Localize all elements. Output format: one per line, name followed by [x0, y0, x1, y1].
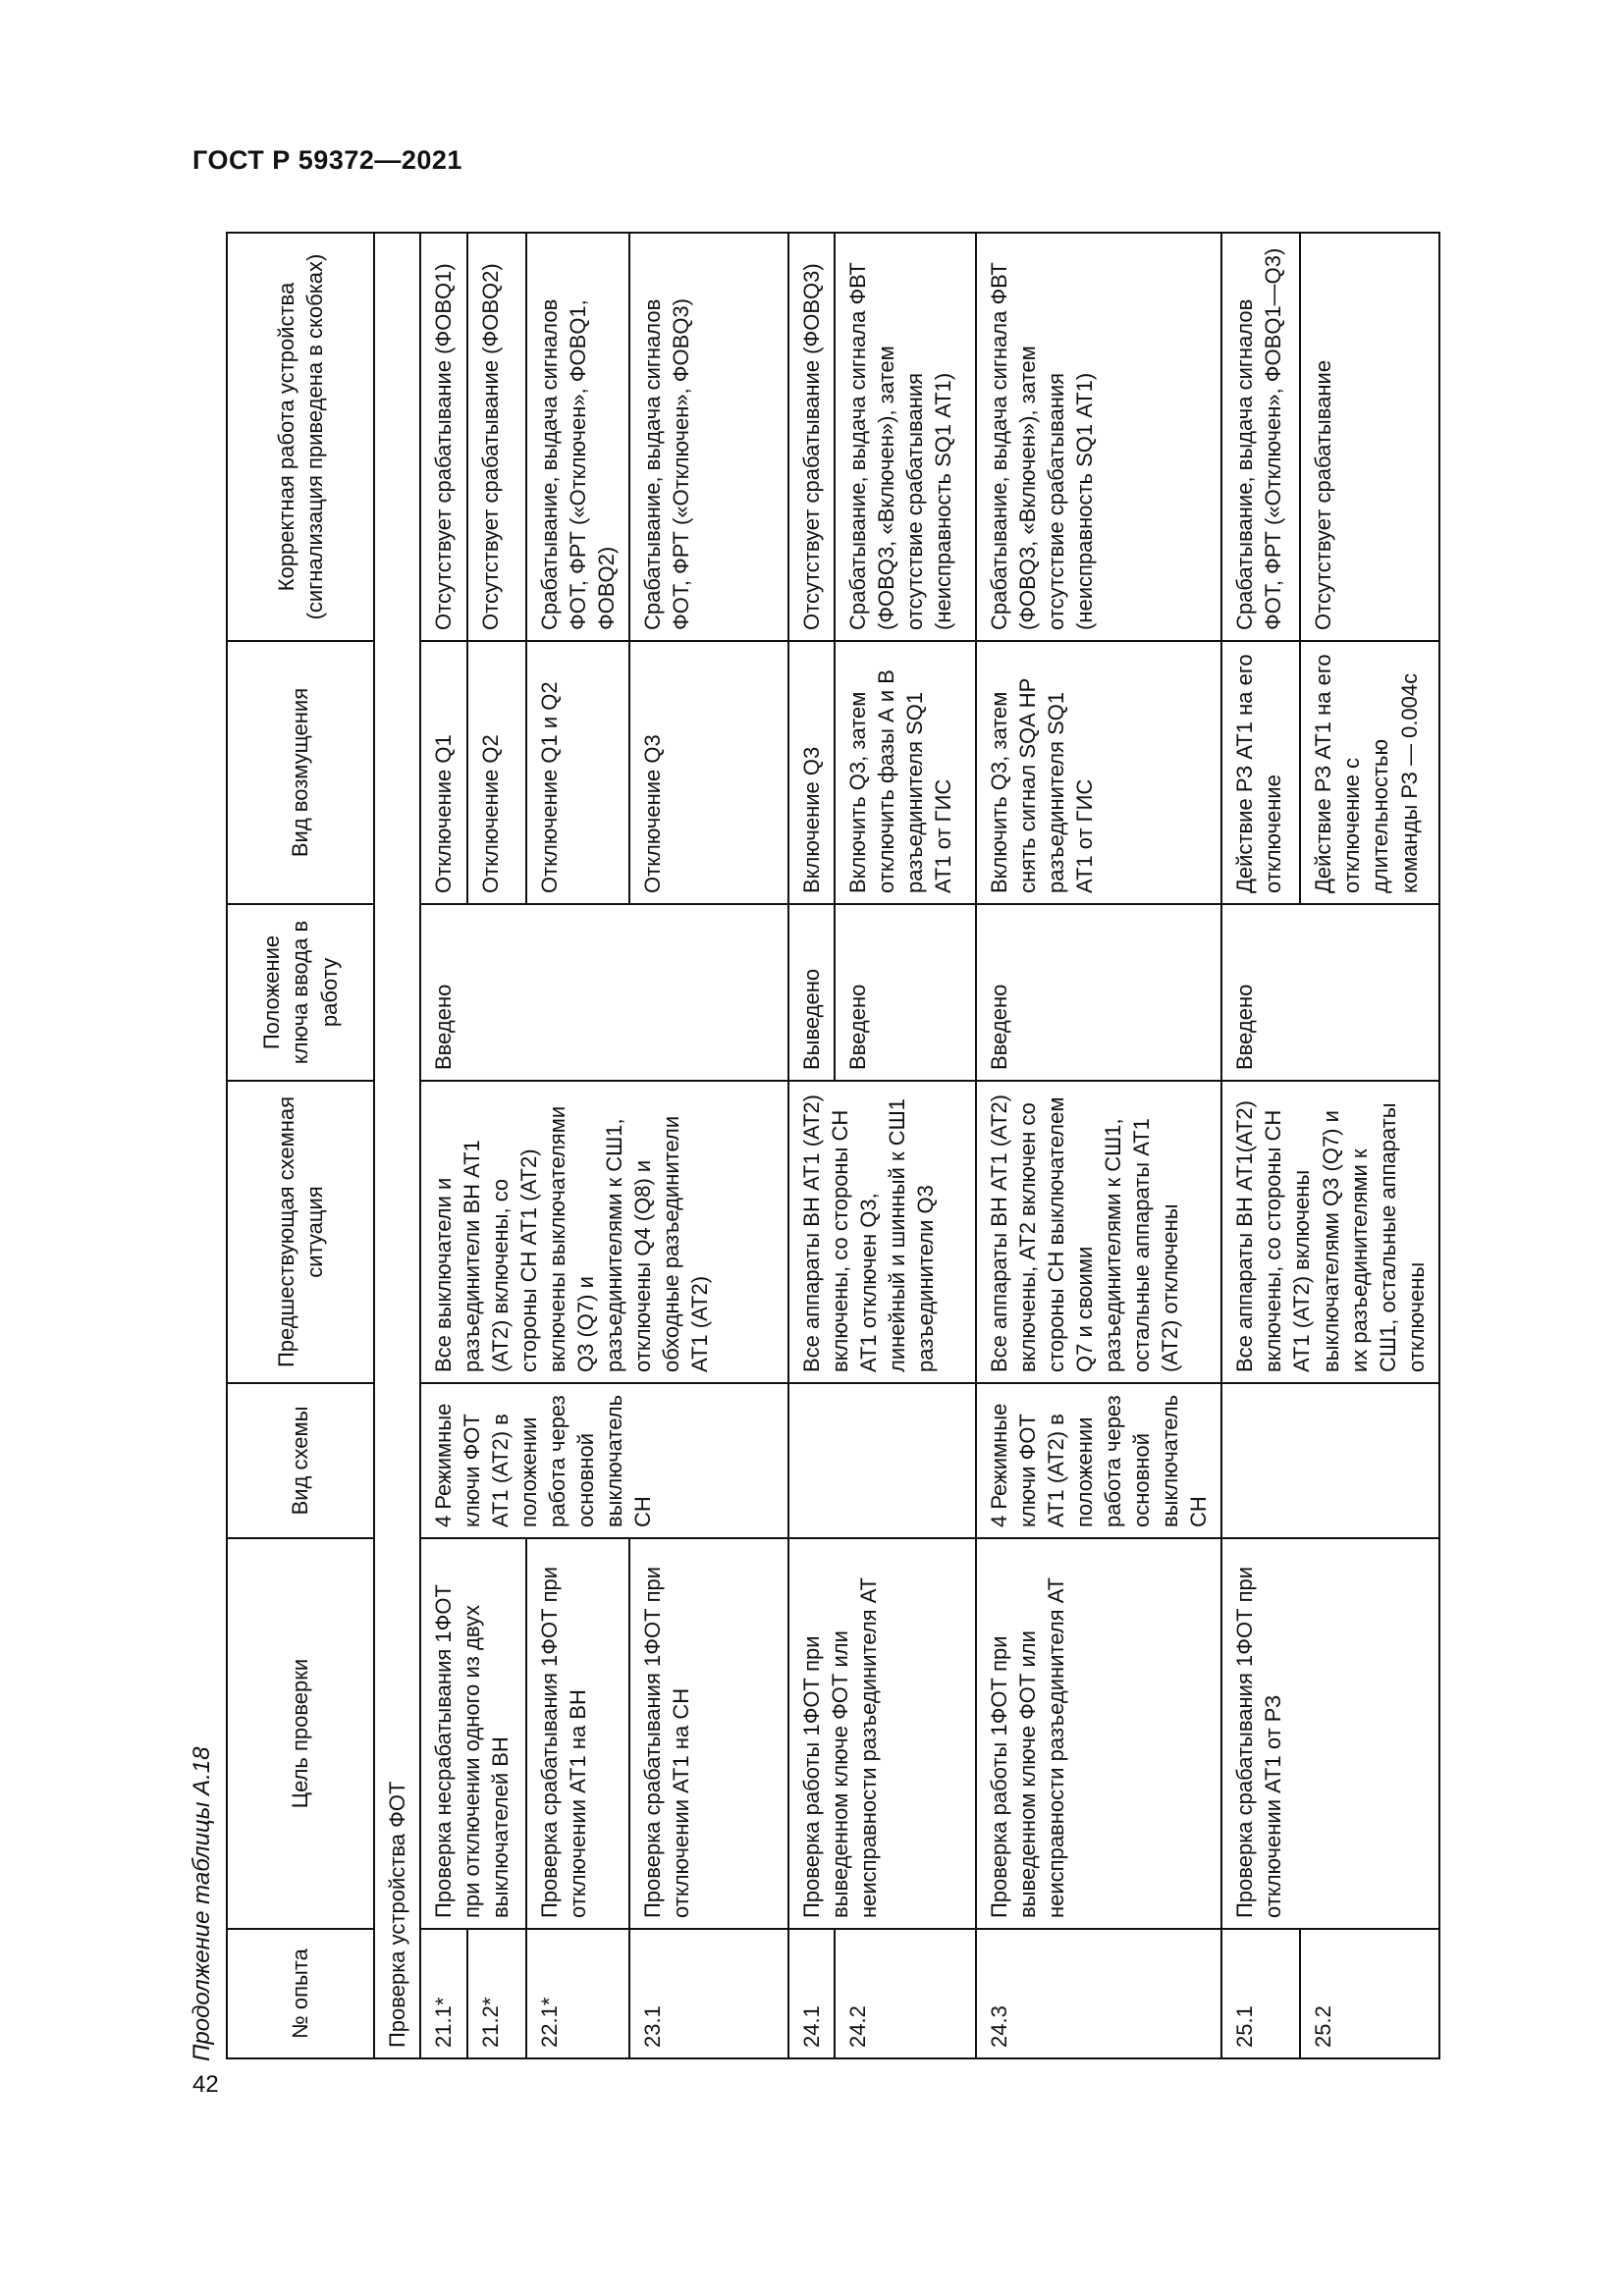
document-header: ГОСТ Р 59372—2021 — [192, 145, 462, 175]
scheme-type: 4 Режимные ключи ФОТ АТ1 (АТ2) в положении работа через основной выключатель СН — [420, 1383, 788, 1538]
test-purpose: Проверка срабатывания 1ФОТ при отключении АТ1 на СН — [629, 1538, 788, 1929]
table-row — [420, 233, 467, 2058]
test-number: 23.1 — [629, 1929, 788, 2058]
scheme-type: 4 Режимные ключи ФОТ АТ1 (АТ2) в положении работа через основной выключатель СН — [976, 1383, 1221, 1538]
table-row — [1221, 233, 1300, 2058]
correct-operation: Срабатывание, выдача сигналов ФОТ, ФРТ («Отключен», ФОВQ1—Q3) — [1221, 233, 1300, 641]
correct-operation: Срабатывание, выдача сигналов ФОТ, ФРТ («Отключен», ФОВQ1, ФОВQ2) — [526, 233, 629, 641]
rotated-table-container — [226, 234, 1429, 2059]
test-number: 22.1* — [526, 1929, 629, 2058]
key-position: Введено — [1221, 904, 1438, 1081]
col-header-number: № опыта — [227, 1929, 374, 2058]
table-row — [788, 233, 835, 2058]
correct-operation: Отсутствует срабатывание (ФОВQ2) — [467, 233, 526, 641]
correct-operation: Отсутствует срабатывание — [1300, 233, 1438, 641]
col-header-scheme: Вид схемы — [227, 1383, 374, 1538]
disturbance: Включение Q3 — [788, 641, 835, 904]
col-header-disturbance: Вид возмущения — [227, 641, 374, 904]
test-purpose: Проверка срабатывания 1ФОТ при отключении АТ1 от РЗ — [1221, 1538, 1438, 1929]
table-row — [976, 233, 1221, 2058]
scheme-type — [1221, 1383, 1438, 1538]
prior-situation: Все аппараты ВН АТ1 (АТ2) включены, со стороны СН АТ1 отключен Q3, линейный и шинный к СШ1 разъединители Q3 — [788, 1081, 976, 1383]
section-row — [374, 233, 420, 2058]
prior-situation: Все аппараты ВН АТ1(АТ2) включены, со стороны СН АТ1 (АТ2) включены выключателями Q3 (Q7) и их разъединителями к СШ1, остальные аппараты отключены — [1221, 1081, 1438, 1383]
table-header-row — [227, 233, 374, 2058]
test-number: 25.1 — [1221, 1929, 1300, 2058]
col-header-prior-situation: Предшествующая схемная ситуация — [227, 1081, 374, 1383]
correct-operation: Срабатывание, выдача сигналов ФОТ, ФРТ («Отключен», ФОВQ3) — [629, 233, 788, 641]
key-position: Введено — [976, 904, 1221, 1081]
correct-operation: Срабатывание, выдача сигнала ФВТ (ФОВQ3, «Включен»), затем отсутствие срабатывания (неисправность SQ1 АТ1) — [835, 233, 976, 641]
test-number: 24.1 — [788, 1929, 835, 2058]
col-header-correct-operation: Корректная работа устройства (сигнализация приведена в скобках) — [227, 233, 374, 641]
disturbance: Включить Q3, затем отключить фазы А и В разъединителя SQ1 АТ1 от ГИС — [835, 641, 976, 904]
test-number: 25.2 — [1300, 1929, 1438, 2058]
test-number: 24.2 — [835, 1929, 976, 2058]
table-caption: Продолжение таблицы А.18 — [189, 1746, 215, 2061]
key-position: Введено — [835, 904, 976, 1081]
test-table — [226, 232, 1440, 2059]
test-purpose: Проверка работы 1ФОТ при выведенном ключе ФОТ или неисправности разъединителя АТ — [788, 1538, 976, 1929]
page-number: 42 — [192, 2071, 219, 2098]
disturbance: Отключение Q1 и Q2 — [526, 641, 629, 904]
disturbance: Отключение Q1 — [420, 641, 467, 904]
disturbance: Действие РЗ АТ1 на его отключение с длительностью команды РЗ — 0.004с — [1300, 641, 1438, 904]
disturbance: Включить Q3, затем снять сигнал SQA НР разъединителя SQ1 АТ1 от ГИС — [976, 641, 1221, 904]
prior-situation: Все аппараты ВН АТ1 (АТ2) включены, АТ2 включен со стороны СН выключателем Q7 и своими разъединителями к СШ1, остальные аппараты АТ1 (АТ2) отключены — [976, 1081, 1221, 1383]
disturbance: Отключение Q3 — [629, 641, 788, 904]
prior-situation: Все выключатели и разъединители ВН АТ1 (АТ2) включены, со стороны СН АТ1 (АТ2) включены выключателями Q3 (Q7) и разъединителями к СШ1, отключены Q4 (Q8) и обходные разъединители АТ1 (АТ2) — [420, 1081, 788, 1383]
test-purpose: Проверка работы 1ФОТ при выведенном ключе ФОТ или неисправности разъединителя АТ — [976, 1538, 1221, 1929]
test-number: 24.3 — [976, 1929, 1221, 2058]
disturbance: Отключение Q2 — [467, 641, 526, 904]
key-position: Введено — [420, 904, 788, 1081]
correct-operation: Срабатывание, выдача сигнала ФВТ (ФОВQ3, «Включен»), затем отсутствие срабатывания (неисправность SQ1 АТ1) — [976, 233, 1221, 641]
test-purpose: Проверка несрабатывания 1ФОТ при отключении одного из двух выключателей ВН — [420, 1538, 526, 1929]
section-title: Проверка устройства ФОТ — [374, 233, 420, 2058]
test-number: 21.2* — [467, 1929, 526, 2058]
test-purpose: Проверка срабатывания 1ФОТ при отключении АТ1 на ВН — [526, 1538, 629, 1929]
disturbance: Действие РЗ АТ1 на его отключение — [1221, 641, 1300, 904]
correct-operation: Отсутствует срабатывание (ФОВQ3) — [788, 233, 835, 641]
scheme-type — [788, 1383, 976, 1538]
col-header-key-position: Положение ключа ввода в работу — [227, 904, 374, 1081]
correct-operation: Отсутствует срабатывание (ФОВQ1) — [420, 233, 467, 641]
col-header-purpose: Цель проверки — [227, 1538, 374, 1929]
test-number: 21.1* — [420, 1929, 467, 2058]
key-position: Выведено — [788, 904, 835, 1081]
